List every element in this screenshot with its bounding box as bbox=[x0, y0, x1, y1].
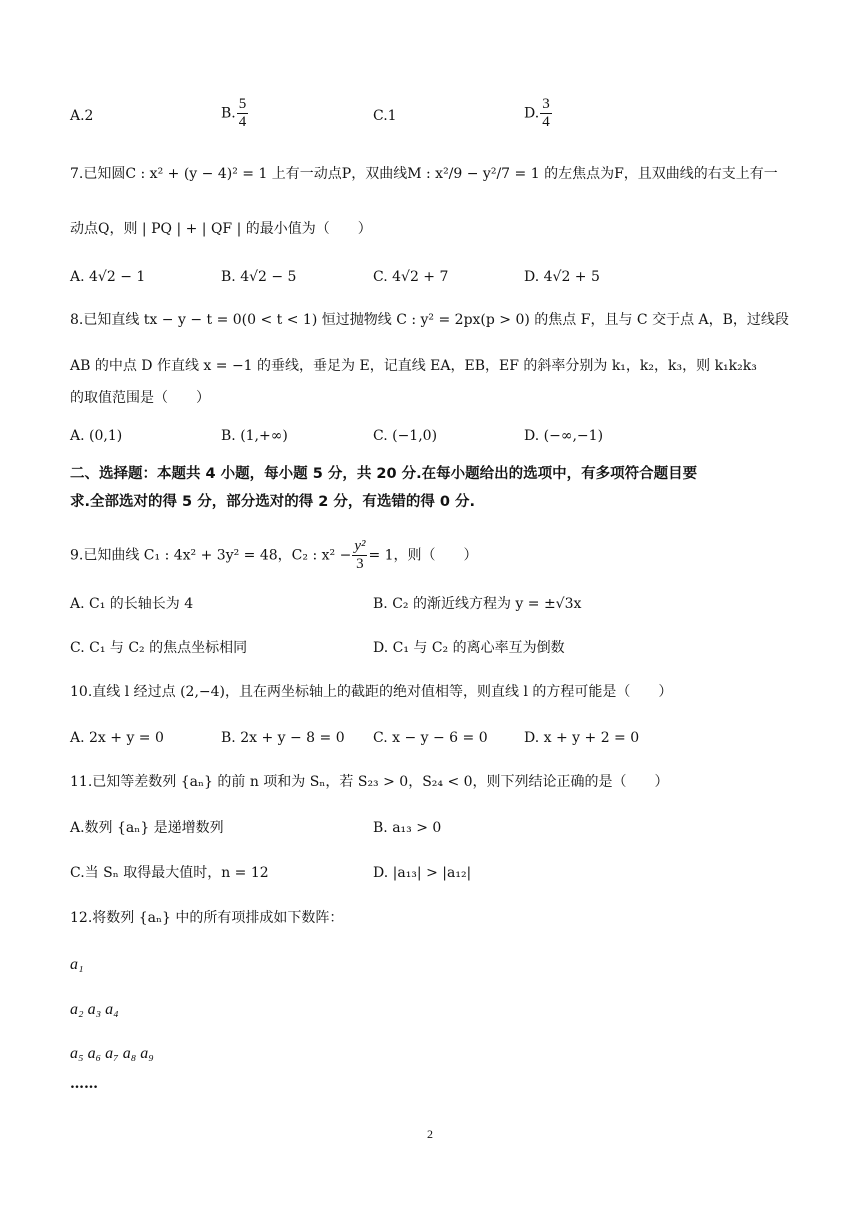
q7-stem-line2: 动点Q，则 | PQ | + | QF | 的最小值为（ ） bbox=[70, 221, 372, 237]
q7-option-a: A. 4√2 − 1 bbox=[70, 269, 146, 285]
q10-stem: 10.直线 l 经过点 (2,−4)，且在两坐标轴上的截距的绝对值相等，则直线 l 的方程可能是（ ） bbox=[70, 684, 673, 700]
q12-array-ellipsis: …… bbox=[70, 1076, 98, 1092]
q10-option-c: C. x − y − 6 = 0 bbox=[373, 730, 488, 746]
q6-option-c bbox=[373, 106, 397, 126]
q6-option-d-fraction bbox=[540, 96, 552, 131]
q8-stem-line3: 的取值范围是（ ） bbox=[70, 390, 210, 406]
q11-stem: 11.已知等差数列 {aₙ} 的前 n 项和为 Sₙ，若 S₂₃ > 0，S₂₄ < 0，则下列结论正确的是（ ） bbox=[70, 774, 669, 790]
q9-option-d: D. C₁ 与 C₂ 的离心率互为倒数 bbox=[373, 640, 565, 656]
q9-stem-part2: = 1，则（ ） bbox=[368, 547, 478, 564]
q11-option-c: C.当 Sₙ 取得最大值时，n = 12 bbox=[70, 865, 269, 881]
q6-option-d bbox=[524, 96, 553, 131]
q6-option-a-text: A.2 bbox=[70, 108, 94, 124]
q6-option-d-denominator: 4 bbox=[542, 114, 550, 130]
q8-option-c: C. (−1,0) bbox=[373, 428, 438, 444]
q12-array-row2: a₂ a₃ a₄ bbox=[70, 1001, 119, 1018]
q6-option-d-prefix: D. bbox=[524, 105, 540, 122]
q11-option-d: D. |a₁₃| > |a₁₂| bbox=[373, 865, 472, 881]
q10-option-b: B. 2x + y − 8 = 0 bbox=[221, 730, 345, 746]
q6-option-b-fraction bbox=[237, 96, 249, 131]
q6-option-b-numerator: 5 bbox=[238, 96, 247, 112]
q12-array-row3: a₅ a₆ a₇ a₈ a₉ bbox=[70, 1045, 154, 1062]
q10-option-a: A. 2x + y = 0 bbox=[70, 730, 164, 746]
q11-option-a: A.数列 {aₙ} 是递增数列 bbox=[70, 820, 224, 836]
q9-option-b: B. C₂ 的渐近线方程为 y = ±√3x bbox=[373, 596, 582, 612]
section2-heading-line2: 求.全部选对的得 5 分，部分选对的得 2 分，有选错的得 0 分. bbox=[70, 494, 476, 510]
q8-option-a: A. (0,1) bbox=[70, 428, 123, 444]
q6-option-b-denominator: 4 bbox=[238, 114, 247, 130]
q12-stem: 12.将数列 {aₙ} 中的所有项排成如下数阵： bbox=[70, 910, 344, 926]
q9-fraction bbox=[352, 538, 367, 573]
q7-stem-line1: 7.已知圆C : x² + (y − 4)² = 1 上有一动点P，双曲线M : x²/9 − y²/7 = 1 的左焦点为F，且双曲线的右支上有一 bbox=[70, 166, 778, 182]
q9-fraction-denominator: 3 bbox=[356, 556, 364, 572]
q8-stem-line1: 8.已知直线 tx − y − t = 0(0 < t < 1) 恒过抛物线 C : y² = 2px(p > 0) 的焦点 F，且与 C 交于点 A，B，过线段 bbox=[70, 312, 789, 328]
page-number: 2 bbox=[427, 1127, 433, 1141]
q6-option-c-text: C.1 bbox=[373, 108, 397, 124]
q9-stem bbox=[70, 538, 798, 573]
q7-option-b: B. 4√2 − 5 bbox=[221, 269, 297, 285]
q7-option-c: C. 4√2 + 7 bbox=[373, 269, 449, 285]
q10-option-d: D. x + y + 2 = 0 bbox=[524, 730, 640, 746]
q9-option-c: C. C₁ 与 C₂ 的焦点坐标相同 bbox=[70, 640, 248, 656]
q8-option-d: D. (−∞,−1) bbox=[524, 428, 604, 444]
q8-option-b: B. (1,+∞) bbox=[221, 428, 288, 444]
q6-option-a bbox=[70, 106, 93, 126]
q6-option-b-prefix: B. bbox=[221, 105, 236, 122]
q8-stem-line2: AB 的中点 D 作直线 x = −1 的垂线，垂足为 E，记直线 EA，EB，EF 的斜率分别为 k₁，k₂，k₃，则 k₁k₂k₃ bbox=[70, 358, 757, 374]
q11-option-b: B. a₁₃ > 0 bbox=[373, 820, 442, 836]
q6-option-d-numerator: 3 bbox=[542, 96, 550, 112]
q7-option-d: D. 4√2 + 5 bbox=[524, 269, 600, 285]
q12-array-row1: a₁ bbox=[70, 956, 84, 973]
q9-fraction-numerator: y² bbox=[354, 538, 366, 554]
q9-stem-part1: 9.已知曲线 C₁ : 4x² + 3y² = 48，C₂ : x² − bbox=[70, 547, 352, 564]
q6-option-b bbox=[221, 96, 249, 131]
q9-option-a: A. C₁ 的长轴长为 4 bbox=[70, 596, 194, 612]
section2-heading-line1: 二、选择题：本题共 4 小题，每小题 5 分，共 20 分.在每小题给出的选项中，有多项符合题目要 bbox=[70, 466, 698, 482]
